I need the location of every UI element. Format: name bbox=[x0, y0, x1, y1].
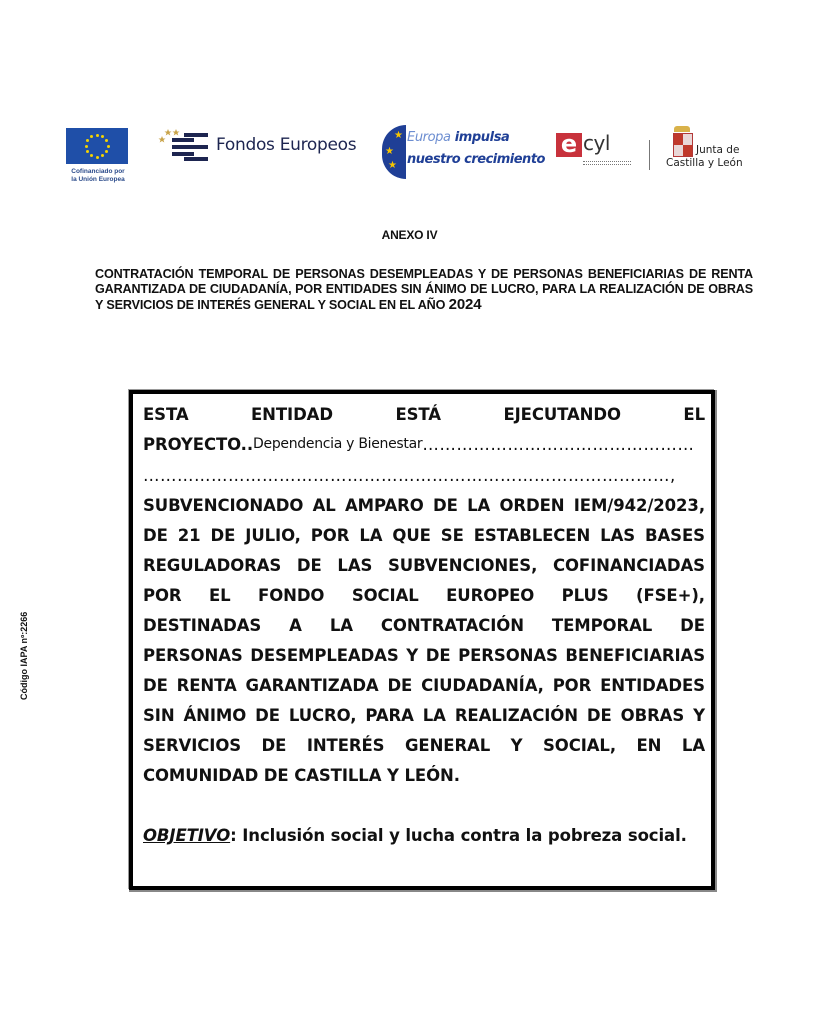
notice-word: DE bbox=[432, 496, 458, 515]
notice-word: EL bbox=[208, 586, 231, 605]
annex-heading: ANEXO IV bbox=[381, 228, 438, 242]
notice-word: GENERAL bbox=[404, 736, 491, 755]
notice-word: CIUDADANÍA, bbox=[421, 676, 544, 695]
notice-word: Y bbox=[406, 646, 419, 665]
notice-word: SERVICIOS bbox=[143, 736, 242, 755]
impulsa-word: impulsa bbox=[450, 130, 510, 145]
coat-of-arms-icon bbox=[673, 133, 693, 157]
europa-impulsa-logo bbox=[380, 122, 545, 182]
objective-line bbox=[143, 821, 705, 851]
notice-word: ESTÁ bbox=[395, 405, 441, 424]
notice-word: SUBVENCIONES, bbox=[388, 556, 538, 575]
document-title bbox=[95, 267, 753, 313]
notice-body bbox=[143, 400, 705, 851]
notice-word: LUCRO, bbox=[288, 706, 357, 725]
objective-text: : Inclusión social y lucha contra la pobreza social. bbox=[230, 826, 687, 845]
notice-word: (FSE+), bbox=[636, 586, 705, 605]
notice-word: DE bbox=[255, 706, 280, 725]
crown-icon bbox=[674, 126, 690, 132]
title-year: 2024 bbox=[448, 296, 482, 313]
notice-line bbox=[143, 641, 705, 671]
notice-word: LA bbox=[422, 706, 446, 725]
notice-word: PARA bbox=[365, 706, 414, 725]
project-name-field: Dependencia y Bienestar bbox=[253, 436, 423, 452]
europa-impulsa-line2: nuestro crecimiento bbox=[407, 152, 545, 167]
notice-word: FONDO bbox=[258, 586, 325, 605]
eu-caption-line1: Cofinanciado por bbox=[71, 168, 125, 175]
notice-word: BASES bbox=[645, 526, 705, 545]
notice-last-line: COMUNIDAD DE CASTILLA Y LEÓN. bbox=[143, 766, 460, 785]
notice-word: AMPARO bbox=[345, 496, 424, 515]
ecyl-e-icon: e bbox=[556, 133, 582, 157]
notice-word: QUE bbox=[392, 526, 431, 545]
notice-line bbox=[143, 551, 705, 581]
notice-word: ÁNIMO bbox=[183, 706, 247, 725]
notice-line bbox=[143, 701, 705, 731]
notice-word: LA bbox=[329, 616, 353, 635]
notice-word: DE bbox=[296, 556, 322, 575]
notice-word: CONTRATACIÓN bbox=[380, 616, 524, 635]
fondos-europeos-icon bbox=[158, 126, 212, 164]
notice-word: OBRAS bbox=[620, 706, 685, 725]
eu-caption bbox=[66, 168, 130, 184]
notice-line bbox=[143, 581, 705, 611]
notice-word: DE bbox=[387, 676, 413, 695]
iapa-code: Código IAPA nº:2266 bbox=[19, 611, 29, 700]
notice-line-1 bbox=[143, 400, 705, 430]
title-text: CONTRATACIÓN TEMPORAL DE PERSONAS DESEMPLEADAS Y DE PERSONAS BENEFICIARIAS DE RENTA GARANTIZADA DE CIUDADANÍA, POR ENTIDADES SIN ÁNIMO DE LUCRO, PARA LA REALIZACIÓN DE OBRAS Y SERVICIOS DE INTERÉS GENERAL Y SOCIAL EN EL AÑO bbox=[95, 267, 753, 312]
notice-word: JULIO, bbox=[245, 526, 301, 545]
notice-word: POR bbox=[143, 586, 182, 605]
notice-word: LAS bbox=[337, 556, 373, 575]
notice-word: SUBVENCIONADO bbox=[143, 496, 304, 515]
notice-word: DE bbox=[425, 646, 451, 665]
notice-word: DESTINADAS bbox=[143, 616, 262, 635]
eu-star-icon bbox=[85, 145, 88, 148]
ecyl-text: cyl bbox=[583, 131, 610, 155]
notice-word: DE bbox=[210, 526, 236, 545]
eu-caption-line2: la Unión Europea bbox=[71, 176, 125, 183]
notice-line bbox=[143, 521, 705, 551]
notice-word: ESTABLECEN bbox=[473, 526, 591, 545]
eu-flag-icon bbox=[66, 128, 128, 164]
notice-word: PERSONAS bbox=[458, 646, 558, 665]
notice-word: EUROPEO bbox=[446, 586, 535, 605]
eu-star-icon bbox=[90, 154, 93, 157]
notice-word: LAS bbox=[600, 526, 636, 545]
notice-line bbox=[143, 611, 705, 641]
ecyl-logo bbox=[556, 130, 636, 173]
eu-star-icon bbox=[105, 150, 108, 153]
notice-word: SOCIAL bbox=[351, 586, 419, 605]
notice-word: POR bbox=[552, 676, 592, 695]
notice-word: TEMPORAL bbox=[551, 616, 653, 635]
notice-word: REALIZACIÓN bbox=[454, 706, 578, 725]
notice-word: ESTA bbox=[143, 405, 189, 424]
notice-word: SE bbox=[440, 526, 464, 545]
notice-word: AL bbox=[312, 496, 336, 515]
notice-word: DESEMPLEADAS bbox=[250, 646, 399, 665]
notice-word: RENTA bbox=[176, 676, 237, 695]
eu-star-icon bbox=[90, 135, 93, 138]
eu-star-icon bbox=[86, 139, 89, 142]
eu-star-icon bbox=[86, 150, 89, 153]
eu-star-icon bbox=[101, 154, 104, 157]
junta-line1: Junta de bbox=[696, 144, 740, 156]
logo-bar bbox=[0, 0, 819, 200]
europa-globe-icon: ★ ★ ★ bbox=[382, 125, 406, 179]
notice-word: INTERÉS bbox=[306, 736, 385, 755]
notice-word: DE bbox=[680, 616, 705, 635]
notice-word: ENTIDAD bbox=[251, 405, 333, 424]
eu-cofinanced-logo bbox=[66, 128, 130, 184]
eu-star-icon bbox=[105, 139, 108, 142]
notice-word: 21 bbox=[177, 526, 201, 545]
notice-word: ENTIDADES bbox=[600, 676, 705, 695]
notice-word: DE bbox=[261, 736, 287, 755]
logo-divider bbox=[649, 140, 650, 170]
notice-line bbox=[143, 491, 705, 521]
notice-word: LA bbox=[681, 736, 705, 755]
junta-line2: Castilla y León bbox=[666, 157, 743, 169]
notice-line bbox=[143, 671, 705, 701]
notice-word: EN bbox=[636, 736, 662, 755]
objective-label: OBJETIVO bbox=[143, 826, 231, 845]
dots-line: …………………………………………………………………………………, bbox=[143, 466, 676, 485]
notice-word: LA bbox=[359, 526, 383, 545]
notice-word: COFINANCIADAS bbox=[552, 556, 705, 575]
notice-word: DE bbox=[586, 706, 612, 725]
eu-star-icon bbox=[101, 135, 104, 138]
notice-word: Y bbox=[693, 706, 705, 725]
notice-word: SIN bbox=[143, 706, 175, 725]
notice-word: A bbox=[289, 616, 302, 635]
notice-word: DE bbox=[143, 526, 168, 545]
project-label: PROYECTO.. bbox=[143, 435, 254, 454]
notice-box bbox=[129, 390, 715, 890]
ecyl-subtitle bbox=[583, 161, 631, 165]
notice-word: REGULADORAS bbox=[143, 556, 282, 575]
eu-star-icon bbox=[107, 145, 110, 148]
notice-word: POR bbox=[310, 526, 350, 545]
notice-word: BENEFICIARIAS bbox=[565, 646, 705, 665]
notice-word: IEM/942/2023, bbox=[573, 496, 705, 515]
europa-impulsa-line1 bbox=[407, 130, 509, 145]
project-dots: ………………………………………… bbox=[422, 435, 695, 454]
europa-word: Europa bbox=[407, 130, 451, 145]
notice-line bbox=[143, 731, 705, 761]
notice-word: ORDEN bbox=[499, 496, 565, 515]
project-line bbox=[143, 430, 705, 461]
notice-word: EL bbox=[683, 405, 705, 424]
notice-word: EJECUTANDO bbox=[503, 405, 621, 424]
notice-word: GARANTIZADA bbox=[245, 676, 379, 695]
notice-word: SOCIAL, bbox=[543, 736, 617, 755]
fondos-europeos-text: Fondos Europeos bbox=[216, 135, 357, 155]
junta-castilla-leon-logo bbox=[666, 126, 756, 176]
notice-word: PERSONAS bbox=[143, 646, 243, 665]
notice-word: LA bbox=[467, 496, 491, 515]
fondos-europeos-logo bbox=[158, 126, 358, 166]
notice-word: Y bbox=[510, 736, 523, 755]
eu-star-icon bbox=[96, 134, 99, 137]
notice-word: PLUS bbox=[561, 586, 609, 605]
notice-word: DE bbox=[143, 676, 168, 695]
eu-star-icon bbox=[96, 156, 99, 159]
